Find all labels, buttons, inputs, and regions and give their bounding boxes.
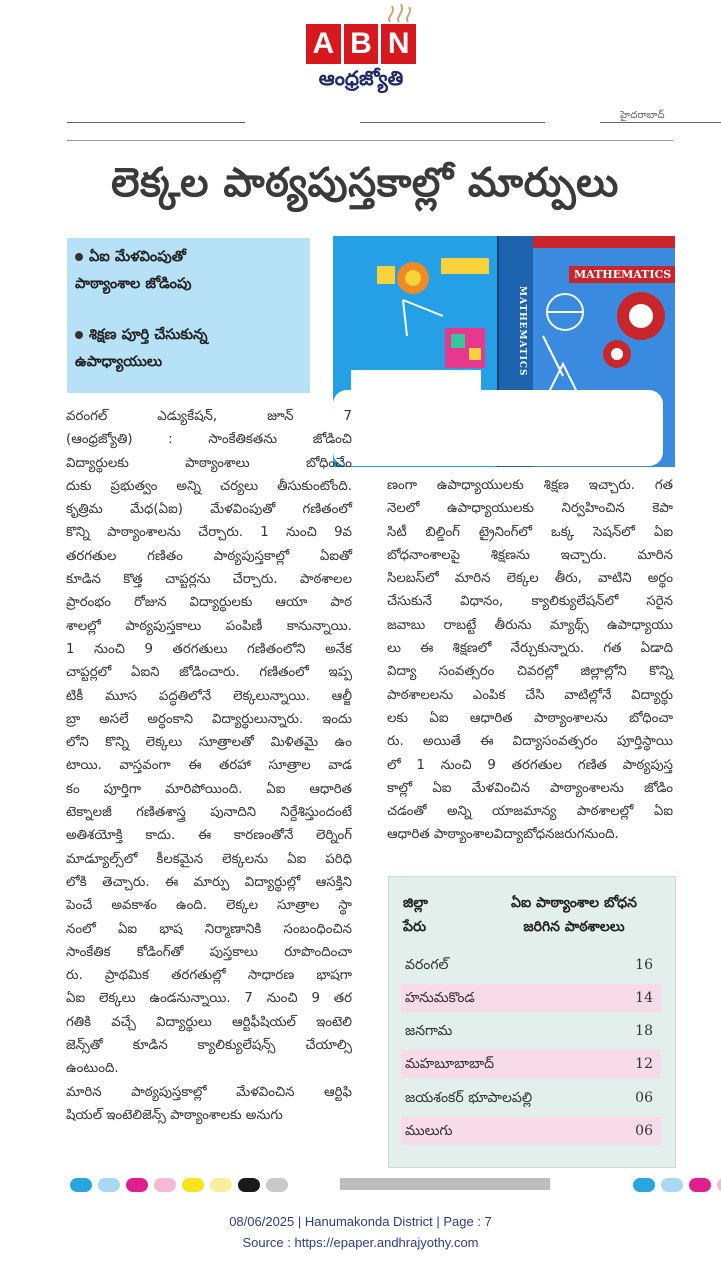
article-line: కూడిన కొత్త చాప్టర్లను చేర్చారు. పాఠశాలల [66,572,352,588]
header-count-line1: ఏఐ పాఠ్యాంశాల బోధన [511,895,637,911]
header-count [479,891,669,939]
district-name: వరంగల్ [405,957,449,973]
school-count: 06 [635,1090,653,1106]
abn-logo [306,24,416,64]
logo-letter-a: A [306,24,341,64]
highlight-text: ఏఐ మేళవింపుతో [89,249,186,265]
school-count: 06 [635,1123,653,1139]
article-line: టికీ మూస పద్ధతిలోనే లెక్కలున్నాయి. ఆల్జీ [66,688,352,704]
district-name: హనుమకొండ [405,990,475,1006]
color-mark [266,1178,288,1192]
article-line: బ్రా అసలే అర్థంకాని విద్యార్థులున్నారు. ఇందు [66,711,352,727]
header-rule-left [67,122,245,123]
header-district-line1: జిల్లా [403,895,428,911]
article-line: తరగతుల గణితం పాఠ్యపుస్తకాల్లో ఏఐతో [66,548,352,564]
article-line: సాంకేతిక కోడింగ్‌తో పుస్తకాలు రూపొందించా [66,944,352,960]
article-line: టాయి. వాస్తవంగా ఈ తరహా సూత్రాల వాడ [66,758,352,774]
bullet-icon [75,331,83,339]
article-line: నెలలో ఉపాధ్యాయులకు నిర్వహించిన కెపా [387,501,673,517]
table-row [401,984,661,1012]
article-line: కాల్లో ఏఐ మేళవించిన పాఠ్యాంశాలను జోడిం [387,780,673,796]
table-row [401,1050,661,1078]
steam-icon [384,2,414,24]
article-line: ఏఐ లెక్కలు ఉండనున్నాయి. 7 నుంచి 9 తర [66,991,352,1007]
highlight-text: ఉపాధ్యాయులు [75,354,163,370]
article-line: శాలల్లో పాఠ్యపుస్తకాలు పంపిణీ కానున్నాయి. [66,618,352,634]
school-count: 12 [635,1056,653,1072]
article-line: జవాబు రాబట్టే తీరును మ్యాథ్స్ ఉపాధ్యాయు [387,617,673,633]
article-line: కృత్రిమ మేధ(ఏఐ) మేళవింపుతో గణితంలో [66,502,352,518]
article-line: మాడ్యూల్స్‌లో కీలకమైన లెక్కలను ఏఐ పరిధి [66,851,352,867]
article-line: చాప్టర్లలో ఏఐని జోడించారు. గణితంలో ఇప్ప [66,665,352,681]
article-line: రు. అయితే ఈ విద్యాసంవత్సరం పూర్తిస్థాయి [387,734,673,750]
article-line: షియల్ ఇంటెలిజెన్స్ పాఠ్యాంశాలకు అనుగు [66,1107,283,1123]
district-name: జయశంకర్ భూపాలపల్లి [405,1090,533,1106]
article-line: కం పూర్తిగా మారిపోయింది. ఏఐ ఆధారిత [66,781,352,797]
article-line: మారిన పాఠ్యపుస్తకాల్లో మేళవించిన ఆర్టిఫి [66,1084,352,1100]
color-mark [154,1178,176,1192]
logo-subtitle: ఆంధ్రజ్యోతి [318,66,404,90]
article-line: జెన్స్‌తో కూడిన క్యాలిక్యులేషన్స్ చేయాల్సి [66,1038,352,1054]
article-line: అతిశయోక్తి కాదు. ఈ కారణంతోనే లెర్నింగ్ [66,828,352,844]
article-line: చడంతో అన్ని యాజమాన్య పాఠశాలల్లో ఏఐ [387,804,673,820]
gray-print-bar [340,1178,550,1190]
article-line: లు ఈ శిక్షణలో నేర్చుకున్నారు. గత ఏడాది [387,641,673,657]
header-district [403,891,453,939]
highlight-box [67,238,310,393]
district-name: జనగామ [405,1023,453,1039]
article-left-column [66,405,352,1127]
color-mark [633,1178,655,1192]
article-right-column [387,474,673,847]
article-line: 1 నుంచి 9 తరగతులు గణితంలోని అనేక [66,641,352,657]
table-row [401,1117,661,1145]
article-line: ణంగా ఉపాధ్యాయులకు శిక్షణ ఇచ్చారు. గత [387,478,673,493]
color-mark [238,1178,260,1192]
school-count: 14 [635,990,653,1006]
logo-letter-n: N [381,24,416,64]
article-line: కొన్ని పాఠ్యాంశాలను చేర్చారు. 1 నుంచి 9వ [66,525,352,541]
footer-source-link[interactable]: Source : https://epaper.andhrajyothy.com [242,1235,479,1250]
headline: లెక్కల పాఠ్యపుస్తకాల్లో మార్పులు [111,160,619,206]
article-line: లోని కొన్ని లెక్కలు సూత్రాలతో మిళితమై ఉం [66,735,352,751]
headline-top-rule [67,140,673,141]
spine-title: MATHEMATICS [517,286,527,377]
article-line: లకు ఏఐ ఆధారిత పాఠ్యాంశాలను బోధించా [387,710,673,726]
article-line: టెక్నాలజీ గణితశాస్త్ర పునాదిని నిర్దేశిస్తుందంటే [66,805,352,821]
district-table [388,876,676,1168]
table-row [401,1084,661,1112]
district-name: ములుగు [405,1123,453,1139]
school-count: 16 [635,957,653,973]
color-mark [210,1178,232,1192]
redaction-overlay [333,390,663,466]
bullet-icon [75,253,83,261]
color-mark [126,1178,148,1192]
color-mark [98,1178,120,1192]
header-rule-middle [360,122,545,123]
article-line: సిటీ బిల్డింగ్ ట్రైనింగ్‌లో ఒక్క సెషన్‌లో ఏఐ [387,524,673,540]
logo-letter-b: B [344,24,379,64]
color-mark [182,1178,204,1192]
color-mark [661,1178,683,1192]
article-line: లోకి తెచ్చారు. ఈ మార్పు విద్యార్థుల్లో ఆసక్తిని [66,874,352,890]
article-line: చేసుకునే విధానం, క్యాలిక్యులేషన్‌లో సరైన [387,594,673,610]
highlight-text: శిక్షణ పూర్తి చేసుకున్న [89,327,208,343]
highlight-item [75,244,305,298]
header-fragment: హైదరాబాద్ [620,110,665,121]
header-district-line2: పేరు [403,919,427,935]
article-line: ఆధారిత పాఠ్యాంశాలవిద్యాబోధనజరుగనుంది. [387,827,619,843]
color-mark [717,1178,721,1192]
highlight-text: పాఠ్యాంశాల జోడింపు [75,276,192,292]
color-mark [689,1178,711,1192]
article-line: పెంచే అవకాశం ఉంది. లెక్కల సూత్రాల స్థా [66,898,352,914]
article-line: (ఆంధ్రజ్యోతి) : సాంకేతికతను జోడించి [66,432,352,448]
article-line: గతికి వచ్చే విద్యార్థులు ఆర్టిఫీషియల్ ఇంటెలి [66,1014,352,1030]
article-line: బోధనాంశాలపై శిక్షణను ఇచ్చారు. మారిన [387,547,673,563]
article-line: రు. ప్రాథమిక తరగతుల్లో సాధారణ భాషగా [66,968,352,984]
color-mark [70,1178,92,1192]
article-line: వరంగల్ ఎడ్యుకేషన్, జూన్ 7 [66,409,352,424]
article-line: విద్యా సంవత్సరం చివరల్లో జిల్లాల్లోని కొన్ని [387,664,673,680]
table-row [401,1017,661,1045]
article-line: సిలబస్‌లో మారిన లెక్కల తీరు, వాటిని అర్థం [387,571,673,587]
highlight-item [75,322,305,376]
school-count: 18 [635,1023,653,1039]
footer-date-line: 08/06/2025 | Hanumakonda District | Page : 7 [229,1214,492,1229]
article-line: విద్యార్థులకు పాఠ్యాంశాలు బోధించేం [66,455,352,471]
book-title: MATHEMATICS [569,266,675,283]
article-line: ప్రారంభం రోజున విద్యార్థులకు ఆయా పాఠ [66,595,352,611]
article-line: నంలో ఏఐ భాష నిర్మాణానికి సంబంధించిన [66,921,352,937]
article-line: పాఠశాలలను ఎంపిక చేసి వాటిల్లోనే విద్యార్థు [387,687,673,703]
district-name: మహబూబాబాద్ [405,1056,495,1072]
article-line: దుకు ప్రభుత్వం అన్ని చర్యలు తీసుకుంటోంది. [66,478,352,494]
article-line: ఉంటుంది. [66,1061,119,1077]
header-count-line2: జరిగిన పాఠశాలలు [523,919,625,935]
table-row [401,951,661,979]
article-line: లో 1 నుంచి 9 తరగతుల గణిత పాఠ్యపుస్త [387,757,673,773]
